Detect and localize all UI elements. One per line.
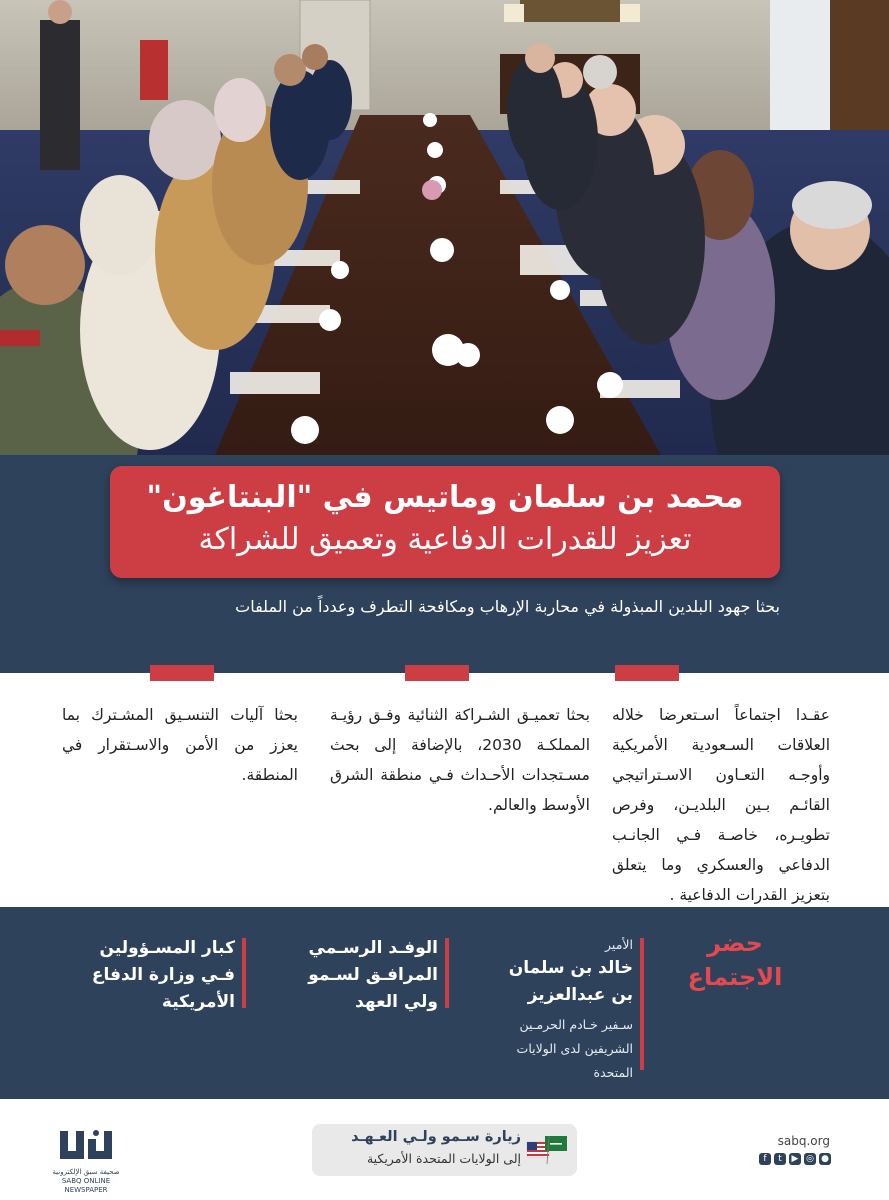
attendee-delegation: الوفـد الرسـمي المرافـق لسـمو ولي العهد <box>308 938 438 1012</box>
visit-subtitle: إلى الولايات المتحدة الأمريكية <box>366 1151 521 1166</box>
column-text-2: بحثا تعميـق الشـراكة الثنائية وفـق رؤيـة المملكـة 2030، بالإضافة إلى بحث مسـتجدات الأحـداث فـي منطقة الشرق الأوسط والعالم. <box>330 706 590 814</box>
headline-box <box>110 466 780 578</box>
headline-subtitle: تعزيز للقدرات الدفاعية وتعميق للشراكة <box>198 522 692 557</box>
youtube-icon[interactable]: ▶ <box>789 1153 801 1165</box>
attendance-divider-3 <box>242 938 246 1008</box>
column-text-1: عقـدا اجتماعاً اسـتعرضا خلاله العلاقات السـعودية الأمريكية وأوجـه التعـاون الاسـتراتيجي القائـم بـين البلديـن، وفرص تطويـره، خاصـة فـي الجانـب الدفاعي والعسكري وما يتعلق بتعزيز القدرات الدفاعية . <box>612 706 830 904</box>
attendee-prince-role: سـفير خـادم الحرمـين الشريفين لدى الولايات المتحدة <box>516 1017 633 1080</box>
column-marker-1 <box>615 665 679 681</box>
attendee-prince <box>488 935 633 1085</box>
attendance-divider-1 <box>640 938 644 1070</box>
attendee-officials: كبار المسـؤولين فـي وزارة الدفاع الأمريكية <box>91 938 235 1012</box>
attendee-prince-prefix: الأمير <box>605 937 633 952</box>
summary-line: بحثا جهود البلدين المبذولة في محاربة الإرهاب ومكافحة التطرف وعدداً من الملفات <box>235 597 780 616</box>
social-icons <box>759 1153 831 1165</box>
column-marker-2 <box>405 665 469 681</box>
headline-title: محمد بن سلمان وماتيس في "البنتاغون" <box>146 480 744 515</box>
column-text-3: بحثا آليات التنسـيق المشـترك بما يعزز من الأمن والاسـتقرار في المنطقة. <box>62 706 298 784</box>
attendee-prince-name: خالد بن سلمان بن عبدالعزيز <box>508 958 633 1005</box>
visit-banner <box>312 1124 577 1176</box>
instagram-icon[interactable]: ◎ <box>804 1153 816 1165</box>
visit-title: زيارة سـمو ولـي العـهـد <box>351 1129 521 1145</box>
sabq-logo-caption-en: SABQ ONLINE NEWSPAPER <box>61 1177 111 1194</box>
facebook-icon[interactable]: f <box>759 1153 771 1165</box>
twitter-icon[interactable]: t <box>774 1153 786 1165</box>
attendance-divider-2 <box>445 938 449 1008</box>
column-marker-3 <box>150 665 214 681</box>
sabq-logo-caption <box>44 1168 128 1195</box>
website-link[interactable]: sabq.org <box>777 1134 830 1148</box>
flags-icon <box>525 1132 569 1166</box>
sabq-logo-caption-ar: صحيفة سبق الإلكترونية <box>52 1168 120 1176</box>
snapchat-icon[interactable]: ● <box>819 1153 831 1165</box>
attendance-title: حضر الاجتماع <box>687 929 783 991</box>
